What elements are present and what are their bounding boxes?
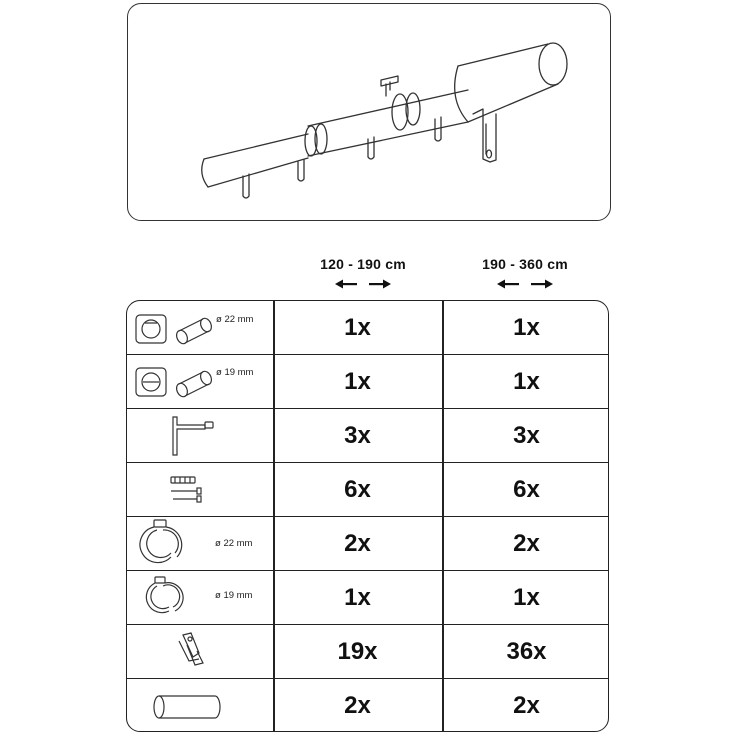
quantity-short: 2x xyxy=(344,530,371,557)
column-range-label: 190 - 360 cm xyxy=(482,256,568,272)
ring-clip-19mm-item xyxy=(127,571,273,625)
screw-and-plug-icon xyxy=(127,463,273,517)
table-row xyxy=(127,571,608,625)
table-row xyxy=(127,409,608,463)
quantity-short: 19x xyxy=(337,638,378,665)
quantity-short: 1x xyxy=(344,314,371,341)
table-row xyxy=(127,463,608,517)
column-header-long xyxy=(455,256,595,290)
size-label: ø 19 mm xyxy=(215,590,253,601)
quantity-short: 1x xyxy=(344,584,371,611)
quantity-long: 6x xyxy=(513,476,540,503)
end-cap-22mm-item xyxy=(127,301,273,355)
end-cap-19mm-item xyxy=(127,355,273,409)
quantity-long: 2x xyxy=(513,530,540,557)
quantity-short: 6x xyxy=(344,476,371,503)
size-label: ø 19 mm xyxy=(216,367,254,378)
wall-bracket-item xyxy=(127,409,273,463)
quantity-long: 1x xyxy=(513,368,540,395)
quantity-short: 3x xyxy=(344,422,371,449)
quantity-long: 2x xyxy=(513,692,540,719)
size-label: ø 22 mm xyxy=(216,314,254,325)
extend-arrows-icon xyxy=(335,278,391,290)
size-label: ø 22 mm xyxy=(215,538,253,549)
table-row xyxy=(127,355,608,409)
end-cap-22mm-icon xyxy=(127,301,273,355)
quantity-long: 1x xyxy=(513,584,540,611)
quantity-long: 36x xyxy=(506,638,547,665)
quantity-short: 1x xyxy=(344,368,371,395)
column-range-label: 120 - 190 cm xyxy=(320,256,406,272)
quantity-long: 3x xyxy=(513,422,540,449)
glider-hook-icon xyxy=(127,625,273,679)
ring-clip-22mm-item xyxy=(127,517,273,571)
wall-bracket-icon xyxy=(127,409,273,463)
column-header-short xyxy=(293,256,433,290)
curtain-rod-drawing xyxy=(128,4,612,222)
parts-table xyxy=(126,300,609,732)
table-row xyxy=(127,679,608,732)
rod-connector-icon xyxy=(127,679,273,732)
curtain-rod-illustration xyxy=(127,3,611,221)
table-row xyxy=(127,517,608,571)
quantity-long: 1x xyxy=(513,314,540,341)
screws-plugs-item xyxy=(127,463,273,517)
extend-arrows-icon xyxy=(497,278,553,290)
end-cap-19mm-icon xyxy=(127,355,273,409)
glider-hook-item xyxy=(127,625,273,679)
rod-connector-item xyxy=(127,679,273,732)
quantity-short: 2x xyxy=(344,692,371,719)
table-row xyxy=(127,301,608,355)
table-row xyxy=(127,625,608,679)
